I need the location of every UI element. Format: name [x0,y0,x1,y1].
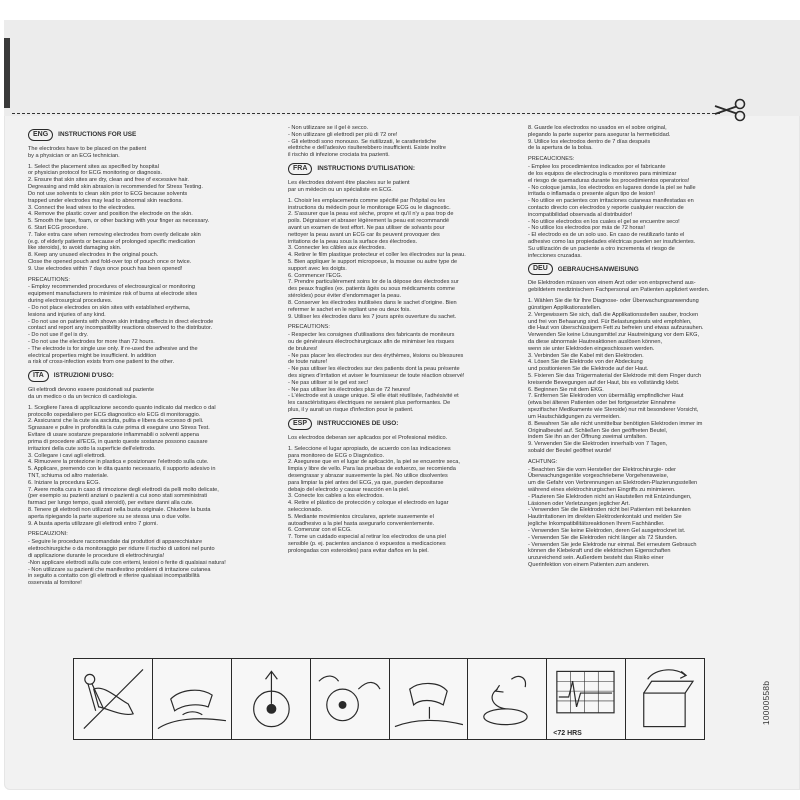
step-line: 1. Seleccione el lugar apropiado, de acuerdo con las indicaciones [288,445,451,452]
step-line: nettoyer la peau avant un ECG car ils peuvent provoquer des [288,231,440,238]
steps-esp [288,446,516,555]
precaution-line: elettriche e dell'adesivo risulterebbero insufficienti. Esiste inoltre [288,145,446,152]
precautions-deu [528,467,774,569]
step-line: Evitare di usare sostanze preparatorie infiammabili o solventi appena [28,432,200,439]
precaution-line: - No utilice en pacientes con irritaciones cutaneas manifestadas en [528,198,694,205]
timer-label: <72 HRS [553,730,582,737]
precaution-line: - Plazieren Sie Elektroden nicht an Hautstellen mit Entzündungen, [528,493,692,500]
section-header-deu [528,263,774,275]
precaution-line: lesions and injuries of any kind. [28,311,106,318]
intro-line: Die Elektroden müssen von einem Arzt oder von entsprechend aus- [528,280,696,287]
step-line: (etwa bei älteren Patienten oder bei fortgesetzter Einnahme [528,400,676,407]
precaution-line: - Verwenden Sie die Elektroden nicht länger als 72 Stunden. [528,534,678,541]
precaution-line: de brulures! [288,345,318,352]
lang-tag-deu: DEU [528,263,553,275]
step-line: um Hautschädigungen zu vermeiden. [528,413,621,420]
precaution-line: les caractéristiques électriques ne seraient plus performantes. De [288,400,451,407]
step-line: plegando la parte superior para asegurar la hermeticidad. [528,131,671,138]
step-line: sobald der Beutel geöffnet wurde! [528,447,612,454]
intro-line: Les électrodes doivent être placées sur le patient [288,180,410,187]
step-line: (e.g. of elderly patients or because of prolonged specific medication [28,238,196,245]
precaution-line: können die Klebekraft und die elektrischen Eigenschaften [528,548,671,555]
precaution-line: - No coloque jamás, los electrodos en lugares donde la piel se halle [528,184,696,191]
precaution-line: - L'électrode est à usage unique. Si elle était réutilisée, l'adhésivité et [288,393,459,400]
precaution-line: - Employ recommended procedures of electrosurgical or monitoring [28,284,195,291]
step-line: protocollo ospedaliero per ECG diagnostico e/o ECG di monitoraggio. [28,411,201,418]
precaution-line: Querinfektion von einem Patienten zum anderen. [528,561,650,568]
step-line: 9. Utiliser les électrodes dans les 7 jours après ouverture du sachet. [288,313,457,320]
step-line: prolongadas con esteroides) para evitar daños en la piel. [288,547,429,554]
pouch-fold-icon [626,659,704,739]
precaution-line: il rischio di infezione crociata tra pazienti. [288,152,390,159]
skin-prep-icon [153,659,231,739]
step-line: 9. Use electrodes within 7 days once pouch has been opened! [28,265,183,272]
precaution-line: jegliche Inkompatibilitätsreaktionen Ihrem Fachhändler. [528,521,665,528]
step-line: irritazioni della cute sotto la superficie dell'elettrodo. [28,445,156,452]
step-line: 5. Mediante movimientos circulares, apriete suavemente el [288,513,434,520]
step-line: wenn sie unter Elektroden eingeschlossen werden. [528,345,655,352]
precaution-line: elettrochirurgiche o da monitoraggio per ridurre il rischio di ustioni nel punto [28,546,215,553]
precaution-line: - Do not place electrodes on skin sites with established erythema, [28,304,191,311]
step-line: 5. Bien appliquer le support micropoeux, la mousse ou autre type de [288,259,458,265]
step-line: TNT, schiuma od altro materiale. [28,472,109,479]
step-line: 6. Start ECG procedure. [28,224,89,231]
precaution-line: während eines elektrochirurgischen Eingriffs zu minimieren. [528,487,676,493]
step-line: 8. Bewahren Sie alle nicht unmittelbar benötigten Elektroden immer im [528,420,703,427]
step-line: farmaci per lungo tempo, quali steroidi), per evitare danni alla cute. [28,500,194,507]
lang-tag-ita: ITA [28,370,49,382]
step-line: support avec les doigts. [288,265,347,272]
pouch-fold-panel [626,659,704,739]
precaution-line: Su utilización de un paciente a otro incrementa el riesgo de [528,245,675,252]
precautions-title-eng: PRECAUTIONS: [28,276,70,283]
intro-line: gebildetem medizinischem Fachpersonal am Patienten appliziert werden. [528,287,710,294]
precaution-line: - Do not use on patients with shown skin irritating effects in direct electrode [28,318,214,325]
steps-esp-continued [528,125,774,152]
intro-esp [288,435,516,442]
precautions-ita-continued [288,125,516,159]
precaution-line: ou de générateurs électrochirurgicaux afin de minimiser les risques [288,338,455,345]
edge-mark [4,38,10,108]
step-line: desengrasar y abrazar suavemente la piel. No utilice disolventes [288,472,448,479]
column-3 [528,125,774,573]
precaution-line: -Non applicare elettrodi sulla cute con eritemi, lesioni o ferite di qualsiasi natura! [28,559,226,566]
precaution-line: um die Gefahr von Verbrennungen an Elektroden-Plazierungsstellen [528,480,698,487]
pouch-seal-top [4,20,800,116]
step-line: kreisende Bewegungen auf der Haut, bis es vollständig klebt. [528,379,680,386]
precaution-line: - El electrodo es de un solo uso. En caso de reutilizarlo tanto el [528,232,685,239]
step-line: 9. Verwenden Sie die Elektroden innerhalb von 7 Tagen, [528,441,668,448]
scissors-panel [74,659,153,739]
electrode-press-icon [468,659,546,739]
precaution-line: - The electrode is for single use only. If re-used the adhesive and the [28,345,198,352]
step-line: 4. Retirer le film plastique protecteur et coller les électrodes sur la peau. [288,252,466,259]
step-line: para monitoreo de ECG o Diagnóstico. [288,452,385,459]
precaution-line: di applicazione durante le procedure di elettrochirurgia! [28,552,165,559]
step-line: 5. Smooth the tape, foam, or other backing with your finger as necessary. [28,218,210,225]
steps-deu [528,298,774,455]
section-title-ita: ISTRUZIONI D'USO: [53,372,114,380]
intro-ita [28,387,274,401]
step-line: para limpiar la piel antes del ECG, ya que, pueden depositarse [288,479,444,486]
step-line: 7. Tome un cuidado especial al retirar los electrodos de una piel [288,534,446,541]
step-line: instructions du médecin pour le monitorage ECG ou le diagnostic. [288,204,451,211]
precaution-line: - No utilice los electrodos por más de 72 horas! [528,225,645,232]
step-line: 8. Tenere gli elettrodi non utilizzati nella busta originale. Chiudere la busta [28,507,211,513]
electrode-peel-panel [311,659,390,739]
step-line: spezifischer Medikamente wie Steroide) nur mit besonderer Vorsicht, [528,407,699,414]
step-line: 4. Remove the plastic cover and position the electrode on the skin. [28,211,193,218]
precaution-line: a risk of cross-infection exists from one patient to the other. [28,359,175,366]
step-line: 4. Lösen Sie die Elektrode von der Abdeckung [528,359,643,366]
product-code [758,660,774,746]
step-line: sensible (p. ej. pacientes ancianos ó expuestos a medicaciones [288,541,446,548]
step-line: 2. Vergewissern Sie sich, daß die Applikationsstellen sauber, trocken [528,311,699,318]
section-header-eng [28,129,274,141]
step-line: 9. A busta aperta utilizzare gli elettrodi entro 7 giorni. [28,520,158,527]
step-line: poils. Dégraisser et abraser légèrement la peau est recommandé [288,218,450,225]
precaution-line: - Do not use if gel is dry. [28,332,88,339]
precaution-line: plus, il y aurait un risque d'infection pour le patient. [288,407,414,414]
section-title-eng: INSTRUCTIONS FOR USE [58,131,137,139]
precaution-line: - No utilice electrodos en los cuales el gel se encuentre seco! [528,218,680,225]
step-line: de la apertura de la bolsa. [528,145,593,152]
step-line: debajo del electrodo y causar reacción en la piel. [288,486,410,493]
precaution-line: - Ne pas utiliser les électrodes plus de 72 heures! [288,386,411,393]
step-line: günstigen Applikationsstellen. [528,304,602,311]
intro-deu [528,280,774,294]
step-line: 2. S'assurer que la peau est sèche, propre et qu'il n'y a pas trop de [288,211,454,218]
precautions-esp [528,164,774,259]
precaution-line: in seguito a contatto con gli elettrodi e riferire qualsiasi incompatibilità [28,573,200,580]
precaution-line: - Seguire le procedure raccomandate dai produttori di apparecchiature [28,539,203,546]
precaution-line: - Non utilizzare se il gel è secco. [288,125,369,131]
precaution-line: de los equipos de electrocirugía o monitoreo para minimizar [528,170,677,177]
precaution-line: Überwachungsgeräte vorgeschriebene Vorgehensweise, [528,473,669,480]
step-line: or physician protocol for ECG monitoring or diagnosis. [28,170,163,177]
section-header-esp [288,418,516,430]
step-line: 1. Choisir les emplacements comme spécifié par l'hôpital ou les [288,197,446,204]
step-line: 6. Commencer l'ECG. [288,272,343,279]
step-line: (per esempio su pazienti anziani o pazienti a cui sono stati somministrati [28,493,208,500]
step-line: 5. Applicare, premendo con le dita quanto necessario, il supporto adesivo in [28,466,216,473]
pictogram-strip [73,658,705,740]
intro-line: da un medico o da un tecnico di cardiologia. [28,394,138,400]
product-code-text: 10000558b [761,680,771,726]
step-line: 3. Connect the lead wires to the electrodes. [28,204,136,211]
step-line: 1. Wählen Sie die für Ihre Diagnose- oder Überwachungsanwendung [528,298,699,305]
step-line: indem Sie ihn an der Öffnung zweimal umfalten. [528,434,647,441]
step-line: 8. Conserver les électrodes inutilisées dans le sachet d'origine. Bien [288,299,457,306]
step-line: stéroïdes) pour éviter d'endommager la peau. [288,293,402,300]
intro-line: Gli elettrodi devono essere posizionati sul paziente [28,387,154,394]
section-title-esp: INSTRUCCIONES DE USO: [317,419,399,427]
precaution-line: irritada o inflamada o presente algun tipo de lesion! [528,191,655,198]
precaution-line: Hautirritationen im direkten Elektrodenkontakt und melden Sie [528,514,682,521]
step-line: Degreasing and mild skin abrasion is recommended for Stress Testing. [28,184,203,191]
tear-line [12,113,720,114]
step-line: 1. Scegliere l'area di applicazione secondo quanto indicato dal medico o dal [28,404,216,411]
steps-eng [28,164,274,273]
scissors-icon [74,659,152,739]
step-line: 1. Select the placement sites as specified by hospital [28,163,159,170]
step-line: 7. Prendre particulièrement soins lor de la dépose des électrodes sur [288,279,459,286]
step-line: 3. Collegare i cavi agli elettrodi. [28,452,106,459]
precautions-title-fra: PRECAUTIONS: [288,324,330,331]
precaution-line: des signes d'irritation et aviser le fournisseur de toute réaction observé! [288,373,465,379]
step-line: 9. Utilice los electrodos dentro de 7 días después [528,138,651,145]
electrode-apply-icon [390,659,468,739]
intro-line: The electrodes have to be placed on the patient [28,146,147,152]
electrode-apply-panel [390,659,469,739]
step-line: da diese abnormale Hautreaktionen auslösen können, [528,338,663,345]
intro-fra [288,180,516,194]
step-line: und positionieren Sie die Elektrode auf der Haut. [528,366,649,373]
step-line: autoadhesivo a la piel hasta asegurarlo convenientemente. [288,520,435,527]
step-line: 8. Guarde los electrodos no usados en el sobre original, [528,125,667,131]
skin-prep-panel [153,659,232,739]
precautions-title-deu: ACHTUNG: [528,458,558,465]
precaution-line: Läsionen oder Verletzungen jeglicher Art. [528,500,630,507]
precaution-line: incompatibilidad observada al distribuidor! [528,211,633,218]
column-1 [28,125,274,591]
lang-tag-eng: ENG [28,129,53,141]
section-title-fra: INSTRUCTIONS D'UTILISATION: [317,165,416,173]
intro-line: Los electrodos deberan ser aplicados por el Profesional médico. [288,434,448,441]
step-line: 4. Rimuovere la protezione in plastica e posizionare l'elettrodo sulla cute. [28,459,209,466]
precautions-title-ita: PRECAUZIONI: [28,531,68,538]
step-line: Sgrassare e pulire in profondità la cute prima di eseguire uno Stress Test. [28,425,210,432]
precaution-line: - Do not use the electrodes for more than 72 hours. [28,338,155,345]
step-line: limpia y libre de vello. Para las pruebas de esfuerzo, se recomienda [288,466,456,473]
section-header-fra [288,163,516,175]
step-line: Originalbeutel auf. Schließen Sie den geöffneten Beutel, [528,427,668,434]
precaution-line: - Non utilizzare su pazienti che manifestino problemi di irritazione cutanea [28,566,211,573]
step-line: seleccionado. [288,507,323,513]
steps-fra [288,198,516,321]
step-line: Do not use solvents to clean skin prior to ECG because solvents [28,190,188,197]
precaution-line: contacto directo con electrodos y reporte cualquier reaccion de [528,204,684,211]
precaution-line: el riesgo de quemaduras durante los procedimientos operatorios! [528,177,690,184]
scissors-icon [712,98,748,122]
lang-tag-fra: FRA [288,163,312,175]
precaution-line: - Emplee los procedimientos indicados por el fabricante [528,164,666,171]
precautions-eng [28,284,274,366]
steps-ita [28,405,274,528]
precaution-line: osservata al fornitore! [28,580,82,587]
intro-line: par un médecin ou un spécialiste en ECG. [288,186,393,193]
timer-72h-icon [547,659,625,739]
intro-eng [28,146,274,160]
lead-connect-icon [232,659,310,739]
step-line: refermer le sachet en le repliant une ou deux fois. [288,306,411,313]
step-line: Close the opened pouch and fold-over top of pouch once or twice. [28,259,192,265]
section-title-deu: GEBRAUCHSANWEISUNG [557,265,639,273]
step-line: aperta ripiegando la parte superiore su se stessa una o due volte. [28,513,191,520]
precaution-line: - Beachten Sie die vom Hersteller der Elektrochirurgie- oder [528,466,676,473]
step-line: 8. Keep any unused electrodes in the original pouch. [28,252,159,259]
precaution-line: adhesivo como las propiedades eléctricas pueden ser insuficientes. [528,239,696,245]
precaution-line: de toute nature! [288,359,328,366]
step-line: 2. Asegurese que en el lugar de aplicación, la piel se encuentre seca, [288,459,460,466]
step-line: 6. Beginnen Sie mit dem EKG. [528,386,604,393]
precaution-line: infecciones cruzadas. [528,252,582,259]
precaution-line: - Ne pas utiliser si le gel est sec! [288,379,369,386]
precaution-line: during electrosurgical procedures. [28,298,113,305]
step-line: prima di procedere all'ECG, in quanto queste sostanze possono causare [28,438,208,445]
step-line: 7. Avere molta cura in caso di rimozione degli elettrodi da pelli molto delicate, [28,486,219,493]
precaution-line: - Respecter les consignes d'utilisations des fabricants de moniteurs [288,332,455,339]
electrode-press-panel [468,659,547,739]
precautions-ita [28,539,274,587]
step-line: 3. Verbinden Sie die Kabel mit den Elektroden. [528,352,644,359]
step-line: die Haut von überschüssigem Fett zu befreien und etwas aufzurauhen. [528,325,704,332]
section-header-ita [28,370,274,382]
intro-line: by a physician or an ECG technician. [28,152,120,159]
step-line: 2. Ensure that skin sites are dry, clean and free of excessive hair. [28,177,189,184]
step-line: 4. Retire el plástico de protección y coloque el electrodo en lugar [288,500,449,507]
precaution-line: - Ne pas utiliser les électrodes sur des patients dont la peau présente [288,366,460,373]
precaution-line: - Verwenden Sie die Elektroden nicht bei Patienten mit bekannten [528,507,691,514]
precautions-title-esp: PRECAUCIONES: [528,156,575,163]
step-line: 6. Comenzar con el ECG. [288,527,352,534]
precaution-line: contact and report any incompatibility reactions observed to the distributor. [28,325,213,332]
step-line: Verwenden Sie keine Lösungsmittel zur Hautreinigung vor dem EKG, [528,332,700,339]
step-line: des peaux fragiles (ex. patients âgés ou sous médicaments comme [288,286,455,293]
step-line: und frei von Behaarung sind. Für Belastungstests wird empfohlen, [528,318,692,325]
timer-panel [547,659,626,739]
step-line: 3. Conecte los cables a los electrodos. [288,493,384,500]
precaution-line: - Verwenden Sie keine Elektroden, deren Gel ausgetrocknet ist. [528,527,686,534]
electrode-peel-icon [311,659,389,739]
step-line: 7. Take extra care when removing electrodes from overly delicate skin [28,231,201,238]
step-line: 6. Iniziare la procedura ECG. [28,479,101,486]
step-line: like steroids), to avoid damaging skin. [28,245,122,252]
step-line: 2. Assicurarsi che la cute sia asciutta, pulita e libera da eccesso di peli. [28,418,204,425]
step-line: 5. Fixieren Sie das Trägermaterial der Elektrode mit dem Finger durch [528,373,702,379]
step-line: 3. Connecter les câbles aux électrodes. [288,245,386,252]
precaution-line: equipment manufacturers to minimize risk of burns at electrode sites [28,291,198,298]
precaution-line: - Non utilizzare gli elettrodi per più di 72 ore! [288,131,398,138]
step-line: trapped under electrodes may lead to abnormal skin reactions. [28,197,183,204]
step-line: avant un examen de test effort. Ne pas utiliser de solvants pour [288,224,445,231]
lang-tag-esp: ESP [288,418,312,430]
precautions-fra [288,332,516,414]
precaution-line: unzureichend sein. Außerdem besteht das Risiko einer [528,555,664,562]
step-line: irritations de la peau sous la surface des électrodes. [288,238,418,245]
column-2 [288,125,516,559]
precaution-line: electrical properties might be insufficient. In addition [28,352,157,359]
precaution-line: - Ne pas placer les électrodes sur des érythèmes, lésions ou blessures [288,352,464,359]
precaution-line: - Gli elettrodi sono monouso. Se riutilizzati, le caratteristiche [288,138,437,145]
step-line: 7. Entfernen Sie Elektroden von übermäßig empfindlicher Haut [528,393,684,400]
precaution-line: - Verwenden Sie jede Elektrode nur einmal. Bei erneutem Gebrauch [528,541,697,548]
lead-connect-panel [232,659,311,739]
